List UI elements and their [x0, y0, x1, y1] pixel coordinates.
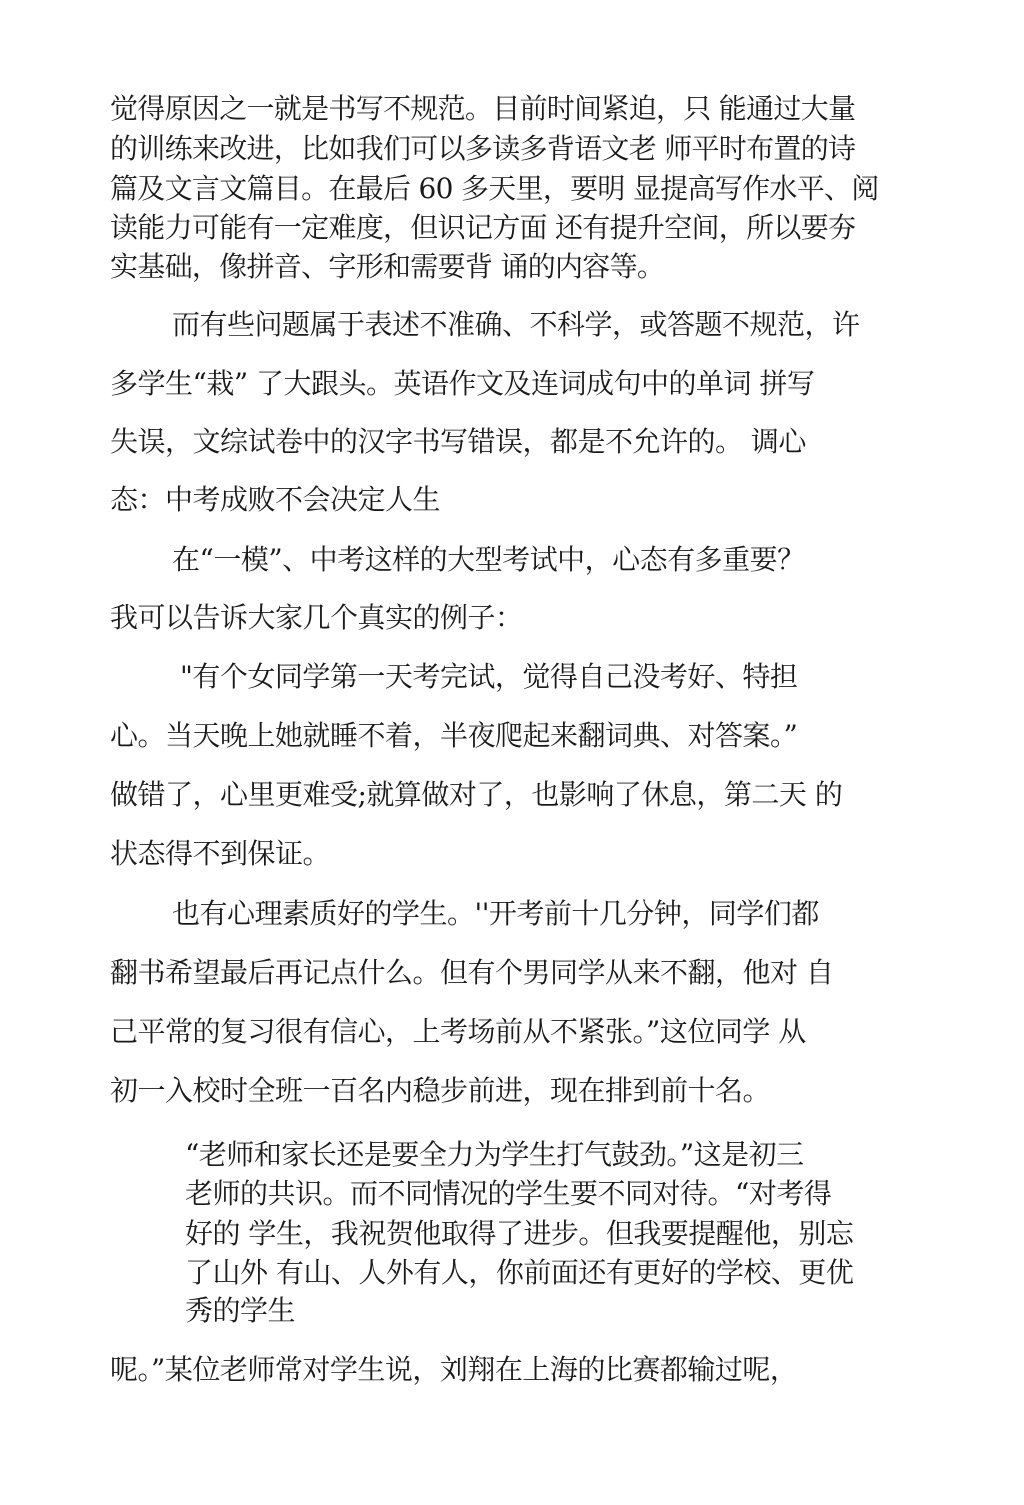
paragraph-6-line-1: “老师和家长还是要全力为学生打气鼓劲。”这是初三	[185, 1138, 804, 1171]
paragraph-1-line-3: 篇及文言文篇目。在最后 60 多天里，要明 显提高写作水平、阅	[110, 172, 879, 205]
paragraph-5-line-4: 初一入校时全班一百名内稳步前进，现在排到前十名。	[110, 1074, 771, 1107]
paragraph-4-line-3: 做错了，心里更难受;就算做对了，也影响了休息，第二天 的	[110, 778, 843, 811]
paragraph-6-line-4: 了山外 有山、人外有人，你前面还有更好的学校、更优	[185, 1256, 854, 1289]
paragraph-6-line-2: 老师的共识。而不同情况的学生要不同对待。“对考得	[185, 1177, 832, 1210]
paragraph-3-line-2: 我可以告诉大家几个真实的例子：	[110, 601, 523, 634]
paragraph-4-line-4: 状态得不到保证。	[110, 837, 331, 870]
paragraph-1-line-1: 觉得原因之一就是书写不规范。目前时间紧迫，只 能通过大量	[110, 92, 856, 125]
paragraph-1-line-4: 读能力可能有一定难度，但识记方面 还有提升空间，所以要夯	[110, 211, 856, 244]
paragraph-6-line-3: 好的 学生，我祝贺他取得了进步。但我要提醒他，别忘	[185, 1217, 854, 1250]
paragraph-6-line-5: 秀的学生	[185, 1294, 296, 1327]
paragraph-3-line-1: 在“一模”、中考这样的大型考试中，心态有多重要？	[172, 543, 805, 576]
paragraph-4-line-1: "有个女同学第一天考完试，觉得自己没考好、特担	[180, 660, 798, 693]
paragraph-5-line-2: 翻书希望最后再记点什么。但有个男同学从来不翻，他对 自	[110, 956, 834, 989]
paragraph-2-line-3: 失误，文综试卷中的汉字书写错误，都是不允许的。 调心	[110, 425, 806, 458]
paragraph-2-line-1: 而有些问题属于表述不准确、不科学，或答题不规范，许	[172, 308, 860, 341]
paragraph-1-line-5: 实基础，像拼音、字形和需要背 诵的内容等。	[110, 250, 665, 283]
paragraph-4-line-2: 心。当天晚上她就睡不着，半夜爬起来翻词典、对答案。”	[110, 719, 798, 752]
paragraph-7-line-1: 呢。”某位老师常对学生说，刘翔在上海的比赛都输过呢，	[110, 1353, 798, 1386]
paragraph-1-line-2: 的训练来改进，比如我们可以多读多背语文老 师平时布置的诗	[110, 132, 856, 165]
paragraph-5-line-1: 也有心理素质好的学生。''开考前十几分钟，同学们都	[172, 897, 819, 930]
paragraph-2-line-2: 多学生“栽” 了大跟头。英语作文及连词成句中的单词 拼写	[110, 367, 815, 400]
paragraph-5-line-3: 己平常的复习很有信心，上考场前从不紧张。”这位同学 从	[110, 1015, 806, 1048]
paragraph-2-line-4: 态：中考成败不会决定人生	[110, 483, 441, 516]
